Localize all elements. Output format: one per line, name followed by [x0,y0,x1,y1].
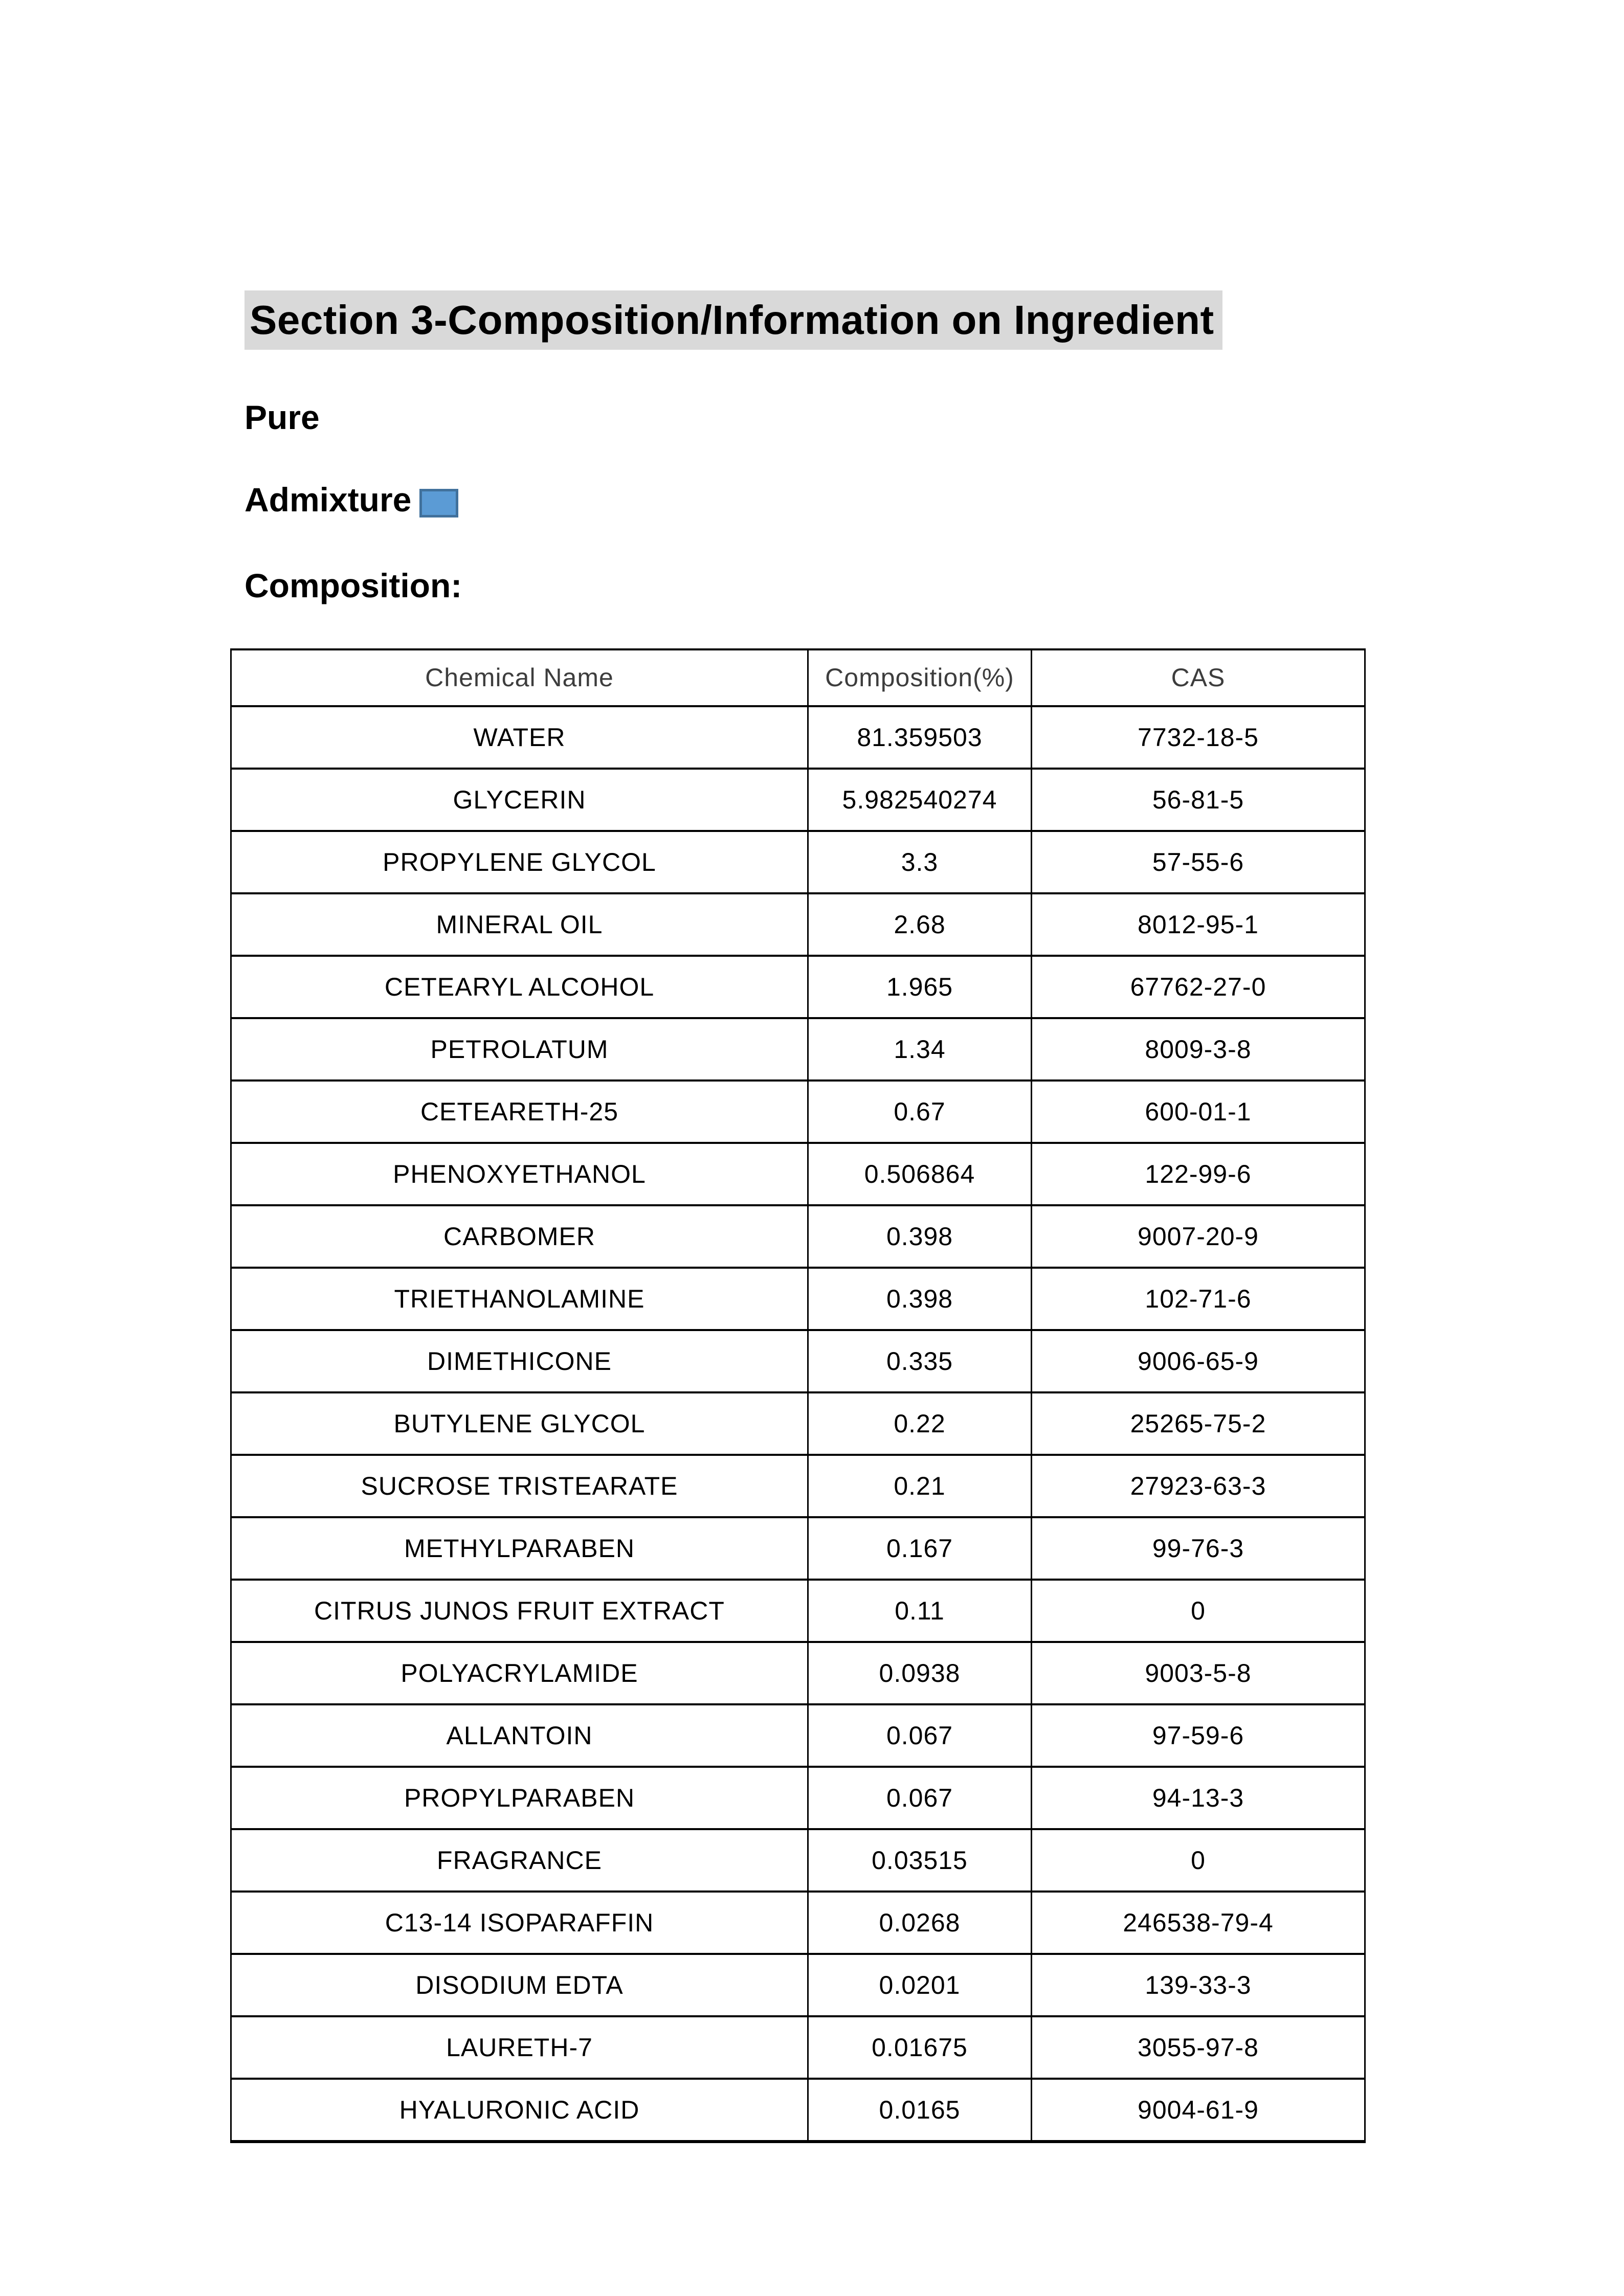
cas-cell: 0 [1032,1829,1365,1892]
chemical-name-cell: DIMETHICONE [231,1330,808,1392]
chemical-name-cell: PETROLATUM [231,1018,808,1081]
table-row [231,1330,1365,1392]
chemical-name-cell: DISODIUM EDTA [231,1954,808,2016]
chemical-name-cell: SUCROSE TRISTEARATE [231,1455,808,1517]
table-row [231,2079,1365,2142]
table-row [231,893,1365,956]
chemical-name-cell: CETEARETH-25 [231,1081,808,1143]
composition-cell: 0.0201 [808,1954,1032,2016]
composition-cell: 1.965 [808,956,1032,1018]
chemical-name-cell: TRIETHANOLAMINE [231,1268,808,1330]
table-row [231,1081,1365,1143]
composition-cell: 0.067 [808,1767,1032,1829]
table-row [231,1642,1365,1704]
chemical-name-cell: GLYCERIN [231,769,808,831]
composition-cell: 3.3 [808,831,1032,893]
cas-cell: 122-99-6 [1032,1143,1365,1205]
cas-cell: 102-71-6 [1032,1268,1365,1330]
cas-cell: 9006-65-9 [1032,1330,1365,1392]
chemical-name-cell: WATER [231,706,808,769]
table-body [231,706,1365,2142]
composition-cell: 0.67 [808,1081,1032,1143]
composition-table [230,648,1366,2143]
composition-cell: 0.335 [808,1330,1032,1392]
table-row [231,1580,1365,1642]
cas-cell: 27923-63-3 [1032,1455,1365,1517]
cas-cell: 57-55-6 [1032,831,1365,893]
chemical-name-cell: HYALURONIC ACID [231,2079,808,2142]
table-row [231,1829,1365,1892]
cas-cell: 56-81-5 [1032,769,1365,831]
table-row [231,1392,1365,1455]
chemical-name-cell: METHYLPARABEN [231,1517,808,1580]
chemical-name-cell: CARBOMER [231,1205,808,1268]
cas-cell: 9003-5-8 [1032,1642,1365,1704]
cas-cell: 3055-97-8 [1032,2016,1365,2079]
cas-cell: 600-01-1 [1032,1081,1365,1143]
section-title: Section 3-Composition/Information on Ingredient [244,290,1222,350]
composition-cell: 5.982540274 [808,769,1032,831]
table-row [231,769,1365,831]
cas-cell: 97-59-6 [1032,1704,1365,1767]
table-row [231,1892,1365,1954]
chemical-name-cell: FRAGRANCE [231,1829,808,1892]
composition-cell: 0.22 [808,1392,1032,1455]
chemical-name-cell: POLYACRYLAMIDE [231,1642,808,1704]
chemical-name-cell: C13-14 ISOPARAFFIN [231,1892,808,1954]
cas-cell: 8009-3-8 [1032,1018,1365,1081]
composition-cell: 0.398 [808,1268,1032,1330]
header-composition-percent: Composition(%) [808,649,1032,706]
table-row [231,706,1365,769]
table-row [231,1143,1365,1205]
table-row [231,1517,1365,1580]
composition-cell: 0.21 [808,1455,1032,1517]
chemical-name-cell: CETEARYL ALCOHOL [231,956,808,1018]
composition-label: Composition: [244,567,462,605]
document-page [230,0,1364,2143]
composition-cell: 1.34 [808,1018,1032,1081]
composition-cell: 0.167 [808,1517,1032,1580]
chemical-name-cell: LAURETH-7 [231,2016,808,2079]
chemical-name-cell: CITRUS JUNOS FRUIT EXTRACT [231,1580,808,1642]
table-row [231,1205,1365,1268]
table-row [231,2016,1365,2079]
table-row [231,956,1365,1018]
composition-cell: 0.11 [808,1580,1032,1642]
cas-cell: 139-33-3 [1032,1954,1365,2016]
composition-cell: 2.68 [808,893,1032,956]
chemical-name-cell: ALLANTOIN [231,1704,808,1767]
admixture-row [244,481,1364,519]
composition-cell: 81.359503 [808,706,1032,769]
header-chemical-name: Chemical Name [231,649,808,706]
chemical-name-cell: PROPYLENE GLYCOL [231,831,808,893]
table-row [231,1268,1365,1330]
chemical-name-cell: MINERAL OIL [231,893,808,956]
composition-cell: 0.067 [808,1704,1032,1767]
table-row [231,1704,1365,1767]
composition-cell: 0.506864 [808,1143,1032,1205]
composition-cell: 0.0165 [808,2079,1032,2142]
cas-cell: 9007-20-9 [1032,1205,1365,1268]
table-row [231,1455,1365,1517]
chemical-name-cell: BUTYLENE GLYCOL [231,1392,808,1455]
table-header-row [231,649,1365,706]
composition-cell: 0.01675 [808,2016,1032,2079]
admixture-checkbox[interactable] [419,489,458,517]
cas-cell: 99-76-3 [1032,1517,1365,1580]
composition-cell: 0.0268 [808,1892,1032,1954]
header-cas: CAS [1032,649,1365,706]
table-row [231,831,1365,893]
cas-cell: 7732-18-5 [1032,706,1365,769]
table-row [231,1767,1365,1829]
composition-cell: 0.398 [808,1205,1032,1268]
table-row [231,1954,1365,2016]
pure-label: Pure [244,398,320,436]
cas-cell: 0 [1032,1580,1365,1642]
cas-cell: 25265-75-2 [1032,1392,1365,1455]
cas-cell: 8012-95-1 [1032,893,1365,956]
chemical-name-cell: PROPYLPARABEN [231,1767,808,1829]
chemical-name-cell: PHENOXYETHANOL [231,1143,808,1205]
admixture-label: Admixture [244,480,412,519]
table-row [231,1018,1365,1081]
composition-cell: 0.03515 [808,1829,1032,1892]
cas-cell: 9004-61-9 [1032,2079,1365,2142]
composition-cell: 0.0938 [808,1642,1032,1704]
cas-cell: 94-13-3 [1032,1767,1365,1829]
cas-cell: 67762-27-0 [1032,956,1365,1018]
cas-cell: 246538-79-4 [1032,1892,1365,1954]
